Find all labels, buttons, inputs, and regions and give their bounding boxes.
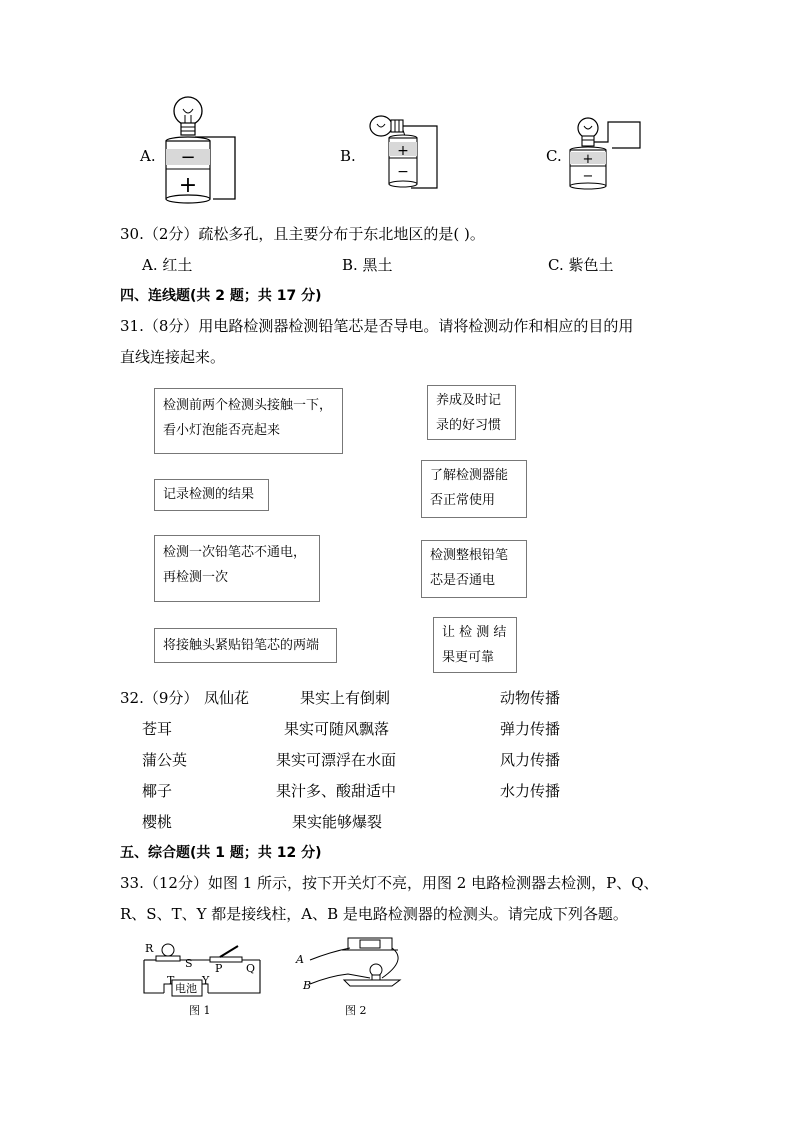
q31-stem-line1: 31.（8分）用电路检测器检测铅笔芯是否导电。请将检测动作和相应的目的用	[120, 317, 634, 335]
q32-feature-3[interactable]: 果实可漂浮在水面	[276, 751, 397, 769]
fig1-label-s: S	[185, 957, 193, 970]
section-4-title: 四、连线题(共 2 题；共 17 分)	[120, 288, 322, 304]
fig1-label-q: Q	[246, 962, 256, 975]
purpose-box-3[interactable]	[421, 540, 527, 598]
purpose-box-1-line2: 录的好习惯	[436, 418, 502, 433]
option-b-label: B.	[340, 147, 356, 165]
action-box-4[interactable]	[154, 628, 337, 663]
purpose-box-1-line1: 养成及时记	[436, 393, 502, 408]
fig1-battery-label: 电池	[175, 982, 197, 995]
fig1-label-p: P	[215, 962, 223, 975]
option-a-label: A.	[140, 147, 156, 165]
svg-text:+: +	[397, 143, 409, 159]
q32-method-3[interactable]: 风力传播	[500, 751, 561, 769]
q32-method-2[interactable]: 弹力传播	[500, 720, 561, 738]
svg-text:−: −	[397, 164, 409, 180]
fig1-label-r: R	[145, 942, 154, 955]
q33-stem-line2: R、S、T、Y 都是接线柱，A、B 是电路检测器的检测头。请完成下列各题。	[120, 905, 628, 923]
q30-option-c[interactable]: C. 紫色土	[548, 256, 614, 274]
q32-feature-2[interactable]: 果实可随风飘落	[284, 720, 390, 738]
q32-method-1[interactable]: 动物传播	[500, 689, 561, 707]
q32-feature-5[interactable]: 果实能够爆裂	[292, 813, 383, 831]
action-box-3-line2: 再检测一次	[163, 570, 229, 585]
bulb-battery-figure-a-icon	[155, 95, 245, 205]
fig2-label-a: A	[296, 953, 304, 966]
purpose-box-3-line2: 芯是否通电	[430, 573, 496, 588]
q32-plant-3[interactable]: 蒲公英	[142, 751, 188, 769]
circuit-detector-icon	[300, 932, 415, 997]
svg-text:+: +	[582, 152, 594, 167]
q30-stem: 30.（2分）疏松多孔，且主要分布于东北地区的是( )。	[120, 225, 485, 243]
purpose-box-4-line1: 让 检 测 结	[442, 625, 507, 640]
fig2-label-b: B	[303, 979, 312, 992]
svg-text:+: +	[178, 173, 198, 198]
q32-method-4[interactable]: 水力传播	[500, 782, 561, 800]
q32-plant-4[interactable]: 椰子	[142, 782, 173, 800]
q32-plant-5[interactable]: 樱桃	[142, 813, 173, 831]
q32-prefix: 32.（9分）	[120, 689, 199, 707]
q33-stem-line1: 33.（12分）如图 1 所示，按下开关灯不亮，用图 2 电路检测器去检测，P、Q、	[120, 874, 659, 892]
purpose-box-2-line2: 否正常使用	[430, 493, 496, 508]
action-box-3-line1: 检测一次铅笔芯不通电，	[163, 545, 307, 560]
fig1-label-y: Y	[202, 974, 210, 987]
action-box-4-line1: 将接触头紧贴铅笔芯的两端	[163, 638, 320, 653]
fig1-label-t: T	[167, 974, 175, 987]
purpose-box-3-line1: 检测整根铅笔	[430, 548, 509, 563]
q32-plant-2[interactable]: 苍耳	[142, 720, 173, 738]
action-box-2[interactable]	[154, 479, 269, 511]
purpose-box-4-line2: 果更可靠	[442, 650, 495, 665]
action-box-3[interactable]	[154, 535, 320, 602]
q30-option-a[interactable]: A. 红土	[142, 256, 193, 274]
action-box-1-line1: 检测前两个检测头接触一下，	[163, 398, 333, 413]
purpose-box-2-line1: 了解检测器能	[430, 468, 509, 483]
fig2-caption: 图 2	[345, 1004, 367, 1017]
q32-feature-4[interactable]: 果汁多、酸甜适中	[276, 782, 397, 800]
q30-option-b[interactable]: B. 黑土	[342, 256, 393, 274]
q32-feature-1[interactable]: 果实上有倒刺	[300, 689, 391, 707]
bulb-battery-figure-c-icon	[568, 116, 648, 192]
action-box-2-line1: 记录检测的结果	[163, 487, 255, 502]
bulb-battery-figure-b-icon	[365, 112, 445, 192]
purpose-box-1[interactable]	[427, 385, 516, 440]
purpose-box-2[interactable]	[421, 460, 527, 518]
option-c-label: C.	[546, 147, 562, 165]
action-box-1-line2: 看小灯泡能否亮起来	[163, 423, 281, 438]
section-5-title: 五、综合题(共 1 题；共 12 分)	[120, 845, 322, 861]
purpose-box-4[interactable]	[433, 617, 517, 673]
q31-stem-line2: 直线连接起来。	[120, 348, 226, 366]
fig1-caption: 图 1	[189, 1004, 211, 1017]
q32-plant-1[interactable]: 凤仙花	[204, 689, 250, 707]
svg-text:−: −	[582, 169, 594, 184]
action-box-1[interactable]	[154, 388, 343, 454]
svg-text:−: −	[180, 147, 196, 168]
